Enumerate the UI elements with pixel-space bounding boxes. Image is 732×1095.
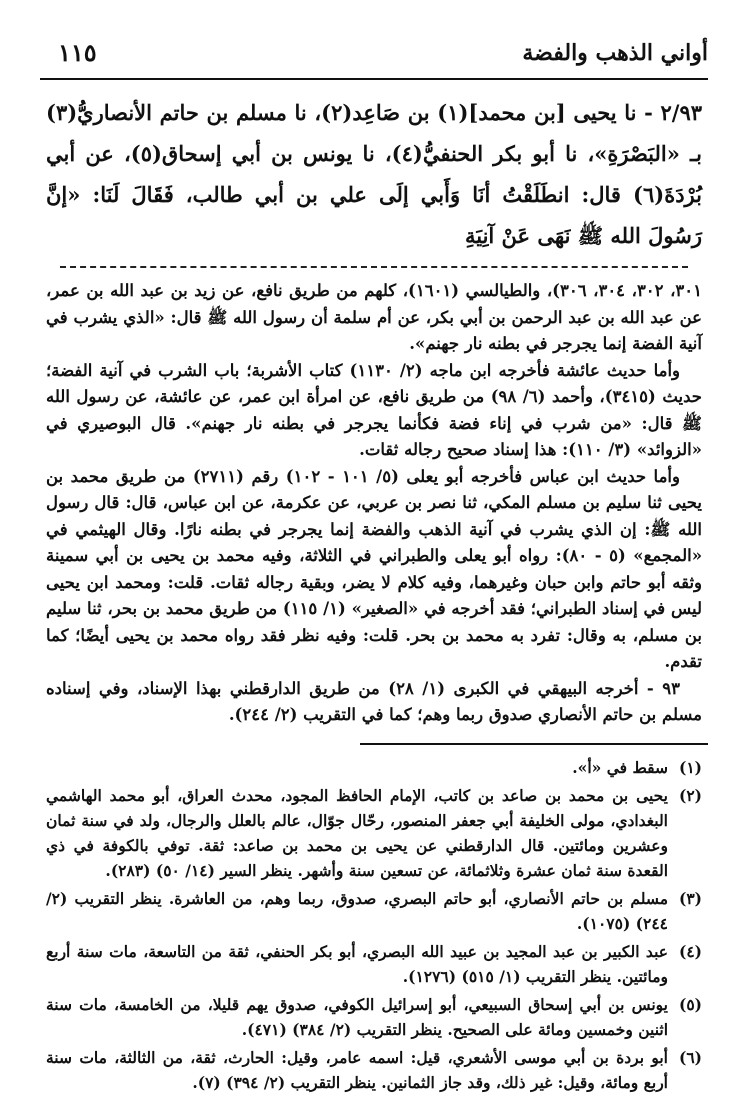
footnote-number: (١) — [678, 757, 702, 777]
commentary-paragraph: ٩٣ - أخرجه البيهقي في الكبرى (١/ ٢٨) من طريق الدارقطني بهذا الإسناد، وفي إسناده مسلم بن حاتم الأنصاري صدوق ربما وهم؛ كما في التقريب (٢/ ٢٤٤). — [46, 678, 702, 724]
page-number: ١١٥ — [58, 38, 97, 67]
footnote-text: يحيى بن محمد بن صاعد بن كاتب، الإمام الحافظ المجود، محدث العراق، أبو محمد الهاشمي البغدادي، مولى الخليفة أبي جعفر المنصور، رحّال جوّال، عالم بالعلل والرجال، ولد في سنة ثمان وعشرين ومائتين. قال الدارقطني عن يحيى بن محمد بن صاعد: ثقة. توفي بالكوفة في ذي القعدة سنة ثمان عشرة وثلاثمائة، عن تسعين سنة وأشهر. ينظر السير (١٤/ ٥٠) (٢٨٣). — [46, 785, 668, 880]
footnote-number: (٢) — [678, 785, 702, 805]
footnote-number: (٤) — [678, 941, 702, 961]
commentary-paragraph: وأما حديث عائشة فأخرجه ابن ماجه (٢/ ١١٣٠) كتاب الأشربة؛ باب الشرب في آنية الفضة؛ حديث (٣٤١٥)، وأحمد (٦/ ٩٨) من طريق نافع، عن امرأة ابن عمر، عن عائشة، عن رسول الله ﷺ قال: «من شرب في إناء فضة فكأنما يجرجر في بطنه نار جهنم». قال البوصيري في «الزوائد» (٣/ ١١٠): هذا إسناد صحيح رجاله ثقات. — [46, 360, 702, 459]
commentary-paragraph: وأما حديث ابن عباس فأخرجه أبو يعلى (٥/ ١٠١ - ١٠٢) رقم (٢٧١١) من طريق محمد بن يحيى ثنا سليم بن مسلم المكي، ثنا نصر بن عربي، عن عكرمة، عن ابن عباس، قال: قال رسول الله ﷺ: إن الذي يشرب في آنية الذهب والفضة إنما يجرجر في بطنه نارًا. وقال الهيثمي في «المجمع» (٥ - ٨٠): رواه أبو يعلى والطبراني في الثلاثة، وفيه محمد بن يحيى بن أبي سمينة وثقه أبو حاتم وابن حبان وغيرهما، وفيه كلام لا يضر، وبقية رجاله ثقات. قلت: ومحمد ابن يحيى ليس في إسناد الطبراني؛ فقد أخرجه في «الصغير» (١/ ١١٥) من طريق محمد بن بحر، ثنا سليم بن مسلم، به وقال: تفرد به محمد بن بحر. قلت: وفيه نظر فقد رواه محمد بن يحيى أيضًا؛ كما تقدم. — [46, 466, 703, 671]
footnote-number: (٥) — [678, 994, 702, 1014]
takhrij-commentary — [46, 278, 702, 729]
running-title: أواني الذهب والفضة — [522, 40, 708, 66]
dashed-separator — [60, 266, 688, 268]
footnote — [46, 992, 702, 1042]
footnote-number: (٦) — [678, 1047, 702, 1067]
footnote-text: سقط في «أ». — [572, 757, 668, 777]
footnote — [46, 886, 702, 936]
footnote-text: يونس بن أبي إسحاق السبيعي، أبو إسرائيل الكوفي، صدوق يهم قليلا، من الخامسة، مات سنة اثنين وخمسين ومائة على الصحيح. ينظر التقريب (٢/ ٣٨٤) (٤٧١). — [46, 994, 668, 1039]
footnote-text: عبد الكبير بن عبد المجيد بن عبيد الله البصري، أبو بكر الحنفي، ثقة من التاسعة، مات سنة أربع ومائتين. ينظر التقريب (١/ ٥١٥) (١٢٧٦). — [46, 941, 668, 986]
book-page — [40, 28, 708, 1092]
page-header — [40, 28, 708, 80]
footnote-text: مسلم بن حاتم الأنصاري، أبو حاتم البصري، صدوق، ربما وهم، من العاشرة. ينظر التقريب (٢/ ٢٤٤) (١٠٧٥). — [46, 888, 668, 933]
hadith-text: ٢/٩٣ - نا يحيى [بن محمد](١) بن صَاعِد(٢)، نا مسلم بن حاتم الأنصاريُّ(٣) بـ «البَصْرَةِ»، نا أبو بكر الحنفيُّ(٤)، نا يونس بن أبي إسحاق(٥)، عن أبي بُرْدَةَ(٦) قال: انطَلَقْتُ أنَا وَأَبي إلَى علي بن أبي طالب، فَقَالَ لَنَا: «إنَّ رَسُولَ الله ﷺ نَهَى عَنْ آنِيَةِ — [46, 100, 703, 248]
footnote — [46, 1045, 702, 1095]
commentary-paragraph: ٣٠١، ٣٠٢، ٣٠٤، ٣٠٦)، والطيالسي (١٦٠١)، كلهم من طريق نافع، عن زيد بن عبد الله بن عمر، عن عبد الله بن عبد الرحمن بن أبي بكر، عن أم سلمة أن رسول الله ﷺ قال: «الذي يشرب في آنية الفضة إنما يجرجر في بطنه نار جهنم». — [46, 281, 703, 353]
footnote-separator — [360, 743, 708, 745]
footnote — [46, 939, 702, 989]
footnote — [46, 783, 702, 883]
footnotes — [46, 755, 702, 1095]
footnote — [46, 755, 702, 780]
footnote-number: (٣) — [678, 888, 702, 908]
footnote-text: أبو بردة بن أبي موسى الأشعري، قيل: اسمه عامر، وقيل: الحارث، ثقة، من الثالثة، مات سنة أربع ومائة، وقيل: غير ذلك، وقد جاز الثمانين. ينظر التقريب (٢/ ٣٩٤) (٧). — [46, 1047, 668, 1092]
